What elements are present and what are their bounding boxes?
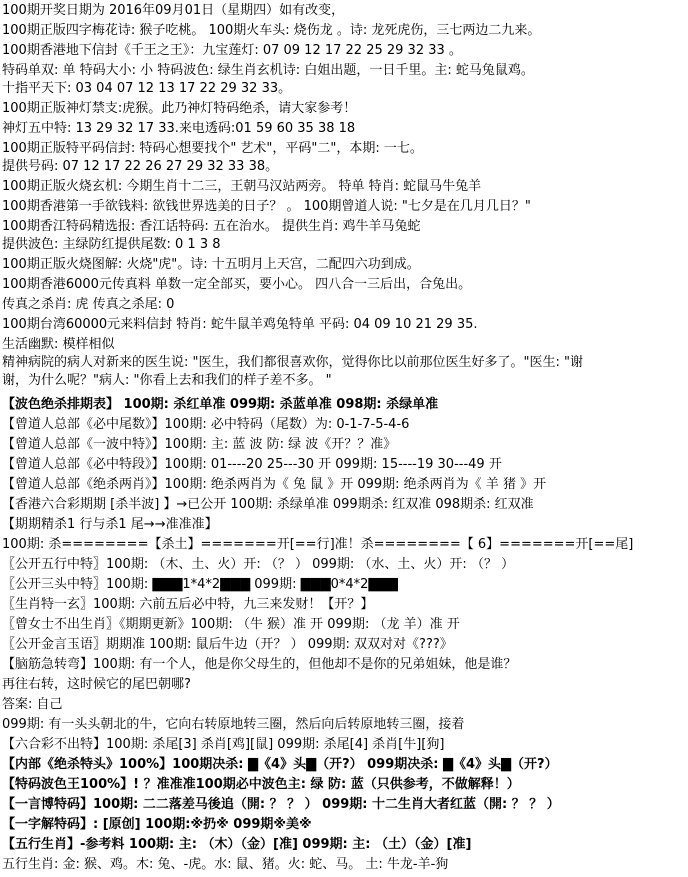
text-line: 【曾道人总部《必中特段》】100期: 01----20 25---30 开 099期: 15----19 30---49 开 xyxy=(2,457,502,472)
text-line: 【期期精杀1 行与杀1 尾→→准准准】 xyxy=(2,517,218,532)
text-line: 特码单双: 单 特码大小: 小 特码波色: 绿生肖玄机诗: 白姐出题，一日千里。主: 蛇马兔鼠鸡。 xyxy=(2,63,534,78)
text-line: 【脑筋急转弯】100期: 有一个人，他是你父母生的，但他却不是你的兄弟姐妹，他是谁？ xyxy=(2,657,517,672)
text-line: 提供波色: 主绿防红提供尾数: 0 1 3 8 xyxy=(2,237,221,252)
text-line: 谢，为什么呢？"病人: "你看上去和我们的样子差不多。 " xyxy=(2,373,332,388)
text-line: 【曾道人总部《必中尾数》】100期: 必中特码（尾数）为: 0-1-7-5-4-6 xyxy=(2,417,410,432)
text-line: 100期正版四字梅花诗: 猴子吃桃。 100期火车头: 烧伤龙 。诗: 龙死虎伤，三七两边二九来。 xyxy=(2,23,541,38)
text-line: 100期香港第一手欲钱料: 欲钱世界选美的日子？ 。 100期曾道人说: "七夕是在几月几日？" xyxy=(2,199,531,214)
text-line: 【五行生肖】-参考料 100期: 主: （木）（金）[准] 099期: 主: （土）（金）[准] xyxy=(2,837,472,852)
text-line: 100期香港地下信封《千王之王》：九宝莲灯: 07 09 12 17 22 25 29 32 33 。 xyxy=(2,43,462,58)
text-line: 神灯五中特: 13 29 32 17 33.来电透码:01 59 60 35 38 18 xyxy=(2,121,356,136)
text-line: 【波色绝杀排期表】 100期: 杀红单准 099期: 杀蓝单准 098期: 杀绿单准 xyxy=(2,397,439,412)
text-line: 提供号码: 07 12 17 22 26 27 29 32 33 38。 xyxy=(2,159,279,174)
text-line: 【内部《绝杀特头》100%】100期决杀: ▇《4》头▇（开?） 099期决杀: ▇《4》头▇（开?） xyxy=(2,757,558,772)
text-line: 100期正版火烧玄机: 今期生肖十二三，王朝马汉站两旁。 特单 特肖: 蛇鼠马牛兔羊 xyxy=(2,179,482,194)
text-line: 【曾道人总部《一波中特》】100期: 主: 蓝 波 防: 绿 波《开？？准》 xyxy=(2,437,397,452)
text-line: 100期: 杀========【杀土】=======开[==行]准！杀========【 6】=======开[==尾] xyxy=(2,537,634,552)
text-line: 【六合彩不出特】100期: 杀尾[3] 杀肖[鸡][鼠] 099期: 杀尾[4] 杀肖[牛][狗] xyxy=(2,737,445,752)
text-line: 099期: 有一头头朝北的牛，它向右转原地转三圈，然后向后转原地转三圈，接着 xyxy=(2,717,465,732)
text-line: 【香港六合彩期期 [杀半波] 】→已公开 100期: 杀绿单准 099期杀: 红双准 098期杀: 红双准 xyxy=(2,497,534,512)
text-line: 〖公开金言玉语〗期期准 100期: 鼠后牛边（开？ ） 099期: 双双对对《???》 xyxy=(2,637,453,652)
text-line: 答案: 自己 xyxy=(2,697,63,712)
text-line: 十指平天下: 03 04 07 12 13 17 22 29 32 33。 xyxy=(2,81,292,96)
text-line: 100期香港6000元传真料 单数一定全部买，要小心。 四八合一三后出，合兔出。 xyxy=(2,277,472,292)
text-line: 【一字解特码】: [原创] 100期:※扔※ 099期※美※ xyxy=(2,817,312,832)
text-line: 传真之杀肖: 虎 传真之杀尾: 0 xyxy=(2,297,175,312)
text-line: 【曾道人总部《绝杀两肖》】100期: 绝杀两肖为《 兔 鼠 》开 099期: 绝杀两肖为《 羊 猪 》开 xyxy=(2,477,547,492)
text-line: 生活幽默: 模样相似 xyxy=(2,337,115,352)
text-line: 100期正版火烧图解: 火烧"虎"。诗: 十五明月上天宫，二配四六功到成。 xyxy=(2,257,420,272)
text-line: 五行生肖: 金: 猴、鸡。木: 兔、-虎。水: 鼠、猪。火: 蛇、马。 土: 牛龙-羊-狗 xyxy=(2,857,449,872)
text-line: 【特码波色王100%】! ？准准准100期必中波色主: 绿 防: 蓝（只供参考，不做解释！） xyxy=(2,777,520,792)
text-line: 100期正版特平码信封: 特码心想要找个" 艺术"，平码"二"，本期: 一七。 xyxy=(2,141,423,156)
text-line: 再往右转，这时候它的尾巴朝哪? xyxy=(2,677,191,692)
text-line: 〖公开五行中特〗100期: （木、土、火）开: （？ ） 099期: （水、土、火）开: （？ ） xyxy=(2,557,515,572)
text-line: 〖公开三头中特〗100期: ▇▇▇1*4*2▇▇▇ 099期: ▇▇▇0*4*2▇▇▇ xyxy=(2,577,399,592)
text-line: 〖生肖特一玄〗100期: 六前五后必中特，九三来发财！【开？】 xyxy=(2,597,374,612)
text-line: 【一言博特码】100期: 二二落差马後追（開: ？ ？ ） 099期: 十二生肖大者红蓝（開: ？ ？ ） xyxy=(2,797,560,812)
text-line: 100期台湾60000元来料信封 特肖: 蛇牛鼠羊鸡兔特单 平码: 04 09 10 21 29 35. xyxy=(2,317,478,332)
text-line: 100期正版神灯禁支:虎猴。此乃神灯特码绝杀，请大家参考！ xyxy=(2,101,357,116)
text-line: 〖曾女士不出生肖〗《期期更新》100期: （牛 猴）准 开 099期: （龙 羊）准 开 xyxy=(2,617,460,632)
text-line: 精神病院的病人对新来的医生说: "医生，我们都很喜欢你，觉得你比以前那位医生好多了。"医生: "谢 xyxy=(2,355,583,370)
text-line: 100期开奖日期为 2016年09月01日（星期四）如有改变， xyxy=(2,3,345,18)
text-line: 100期香江特码精选报: 香江话特码: 五在治水。 提供生肖: 鸡牛羊马兔蛇 xyxy=(2,219,421,234)
